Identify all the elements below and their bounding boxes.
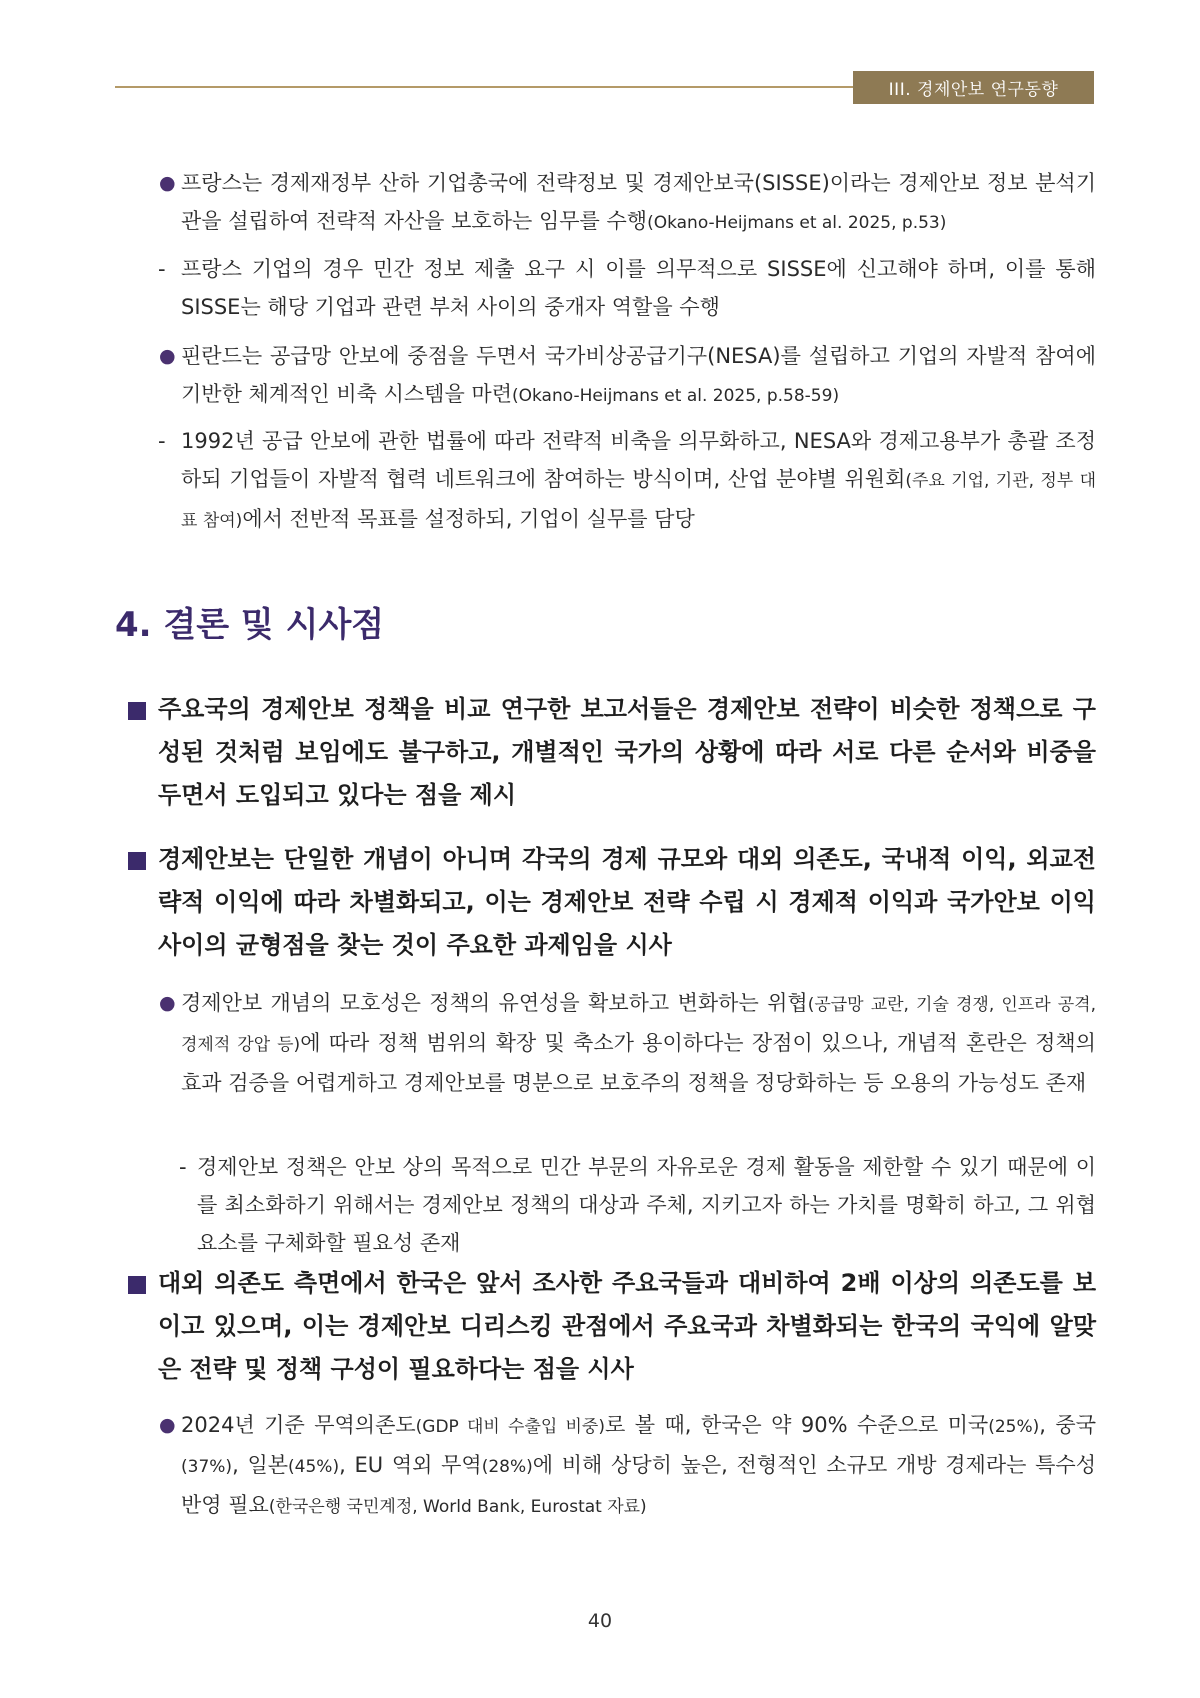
- dash-icon: -: [179, 1155, 187, 1179]
- header-rule: [115, 86, 855, 88]
- sub-item-policy: 경제안보 정책은 안보 상의 목적으로 민간 부문의 자유로운 경제 활동을 제한할 수 있기 때문에 이를 최소화하기 위해서는 경제안보 정책의 대상과 주체, 지키고자 하는 가치를 명확히 하고, 그 위협 요소를 구체화할 필요성 존재: [197, 1155, 1096, 1255]
- page-number: 40: [587, 1610, 613, 1632]
- section-header-tab: [853, 71, 1094, 104]
- square-bullet-icon: [128, 702, 146, 720]
- bullet-icon: ●: [159, 345, 176, 367]
- bullet-icon: ●: [159, 992, 176, 1014]
- main-point-2: 경제안보는 단일한 개념이 아니며 각국의 경제 규모와 대외 의존도, 국내적 이익, 외교전략적 이익에 따라 차별화되고, 이는 경제안보 전략 수립 시 경제적 이익과 국가안보 이익 사이의 균형점을 찾는 것이 주요한 과제임을 시사: [158, 845, 1096, 959]
- bullet-ambiguity: 경제안보 개념의 모호성은 정책의 유연성을 확보하고 변화하는 위협(공급망 교란, 기술 경쟁, 인프라 공격, 경제적 강압 등)에 따라 정책 범위의 확장 및 축소가 용이하다는 장점이 있으나, 개념적 혼란은 정책의 효과 검증을 어렵게하고 경제안보를 명분으로 보호주의 정책을 정당화하는 등 오용의 가능성도 존재: [181, 991, 1096, 1095]
- square-bullet-icon: [128, 1276, 146, 1294]
- bullet-icon: ●: [159, 1414, 176, 1436]
- dash-icon: -: [158, 429, 166, 453]
- bullet-france: 프랑스는 경제재정부 산하 기업총국에 전략정보 및 경제안보국(SISSE)이라는 경제안보 정보 분석기관을 설립하여 전략적 자산을 보호하는 임무를 수행(Okano-Heijmans et al. 2025, p.53): [181, 171, 1096, 233]
- dash-icon: -: [158, 257, 166, 281]
- main-point-1: 주요국의 경제안보 정책을 비교 연구한 보고서들은 경제안보 전략이 비슷한 정책으로 구성된 것처럼 보임에도 불구하고, 개별적인 국가의 상황에 따라 서로 다른 순서와 비중을 두면서 도입되고 있다는 점을 제시: [158, 695, 1096, 809]
- sub-item-sisse: 프랑스 기업의 경우 민간 정보 제출 요구 시 이를 의무적으로 SISSE에 신고해야 하며, 이를 통해 SISSE는 해당 기업과 관련 부처 사이의 중개자 역할을 수행: [181, 257, 1096, 319]
- bullet-finland: 핀란드는 공급망 안보에 중점을 두면서 국가비상공급기구(NESA)를 설립하고 기업의 자발적 참여에 기반한 체계적인 비축 시스템을 마련(Okano-Heijmans et al. 2025, p.58-59): [181, 344, 1096, 406]
- bullet-trade-dependence: 2024년 기준 무역의존도(GDP 대비 수출입 비중)로 볼 때, 한국은 약 90% 수준으로 미국(25%), 중국(37%), 일본(45%), EU 역외 무역(28%)에 비해 상당히 높은, 전형적인 소규모 개방 경제라는 특수성 반영 필요(한국은행 국민계정, World Bank, Eurostat 자료): [181, 1413, 1096, 1517]
- bullet-icon: ●: [159, 172, 176, 194]
- section-heading: 4. 결론 및 시사점: [115, 605, 385, 645]
- square-bullet-icon: [128, 852, 146, 870]
- section-header-label: III. 경제안보 연구동향: [888, 80, 1059, 100]
- main-point-3: 대외 의존도 측면에서 한국은 앞서 조사한 주요국들과 대비하여 2배 이상의 의존도를 보이고 있으며, 이는 경제안보 디리스킹 관점에서 주요국과 차별화되는 한국의 국익에 알맞은 전략 및 정책 구성이 필요하다는 점을 시사: [158, 1269, 1096, 1383]
- sub-item-nesa: 1992년 공급 안보에 관한 법률에 따라 전략적 비축을 의무화하고, NESA와 경제고용부가 총괄 조정하되 기업들이 자발적 협력 네트워크에 참여하는 방식이며, 산업 분야별 위원회(주요 기업, 기관, 정부 대표 참여)에서 전반적 목표를 설정하되, 기업이 실무를 담당: [181, 429, 1096, 531]
